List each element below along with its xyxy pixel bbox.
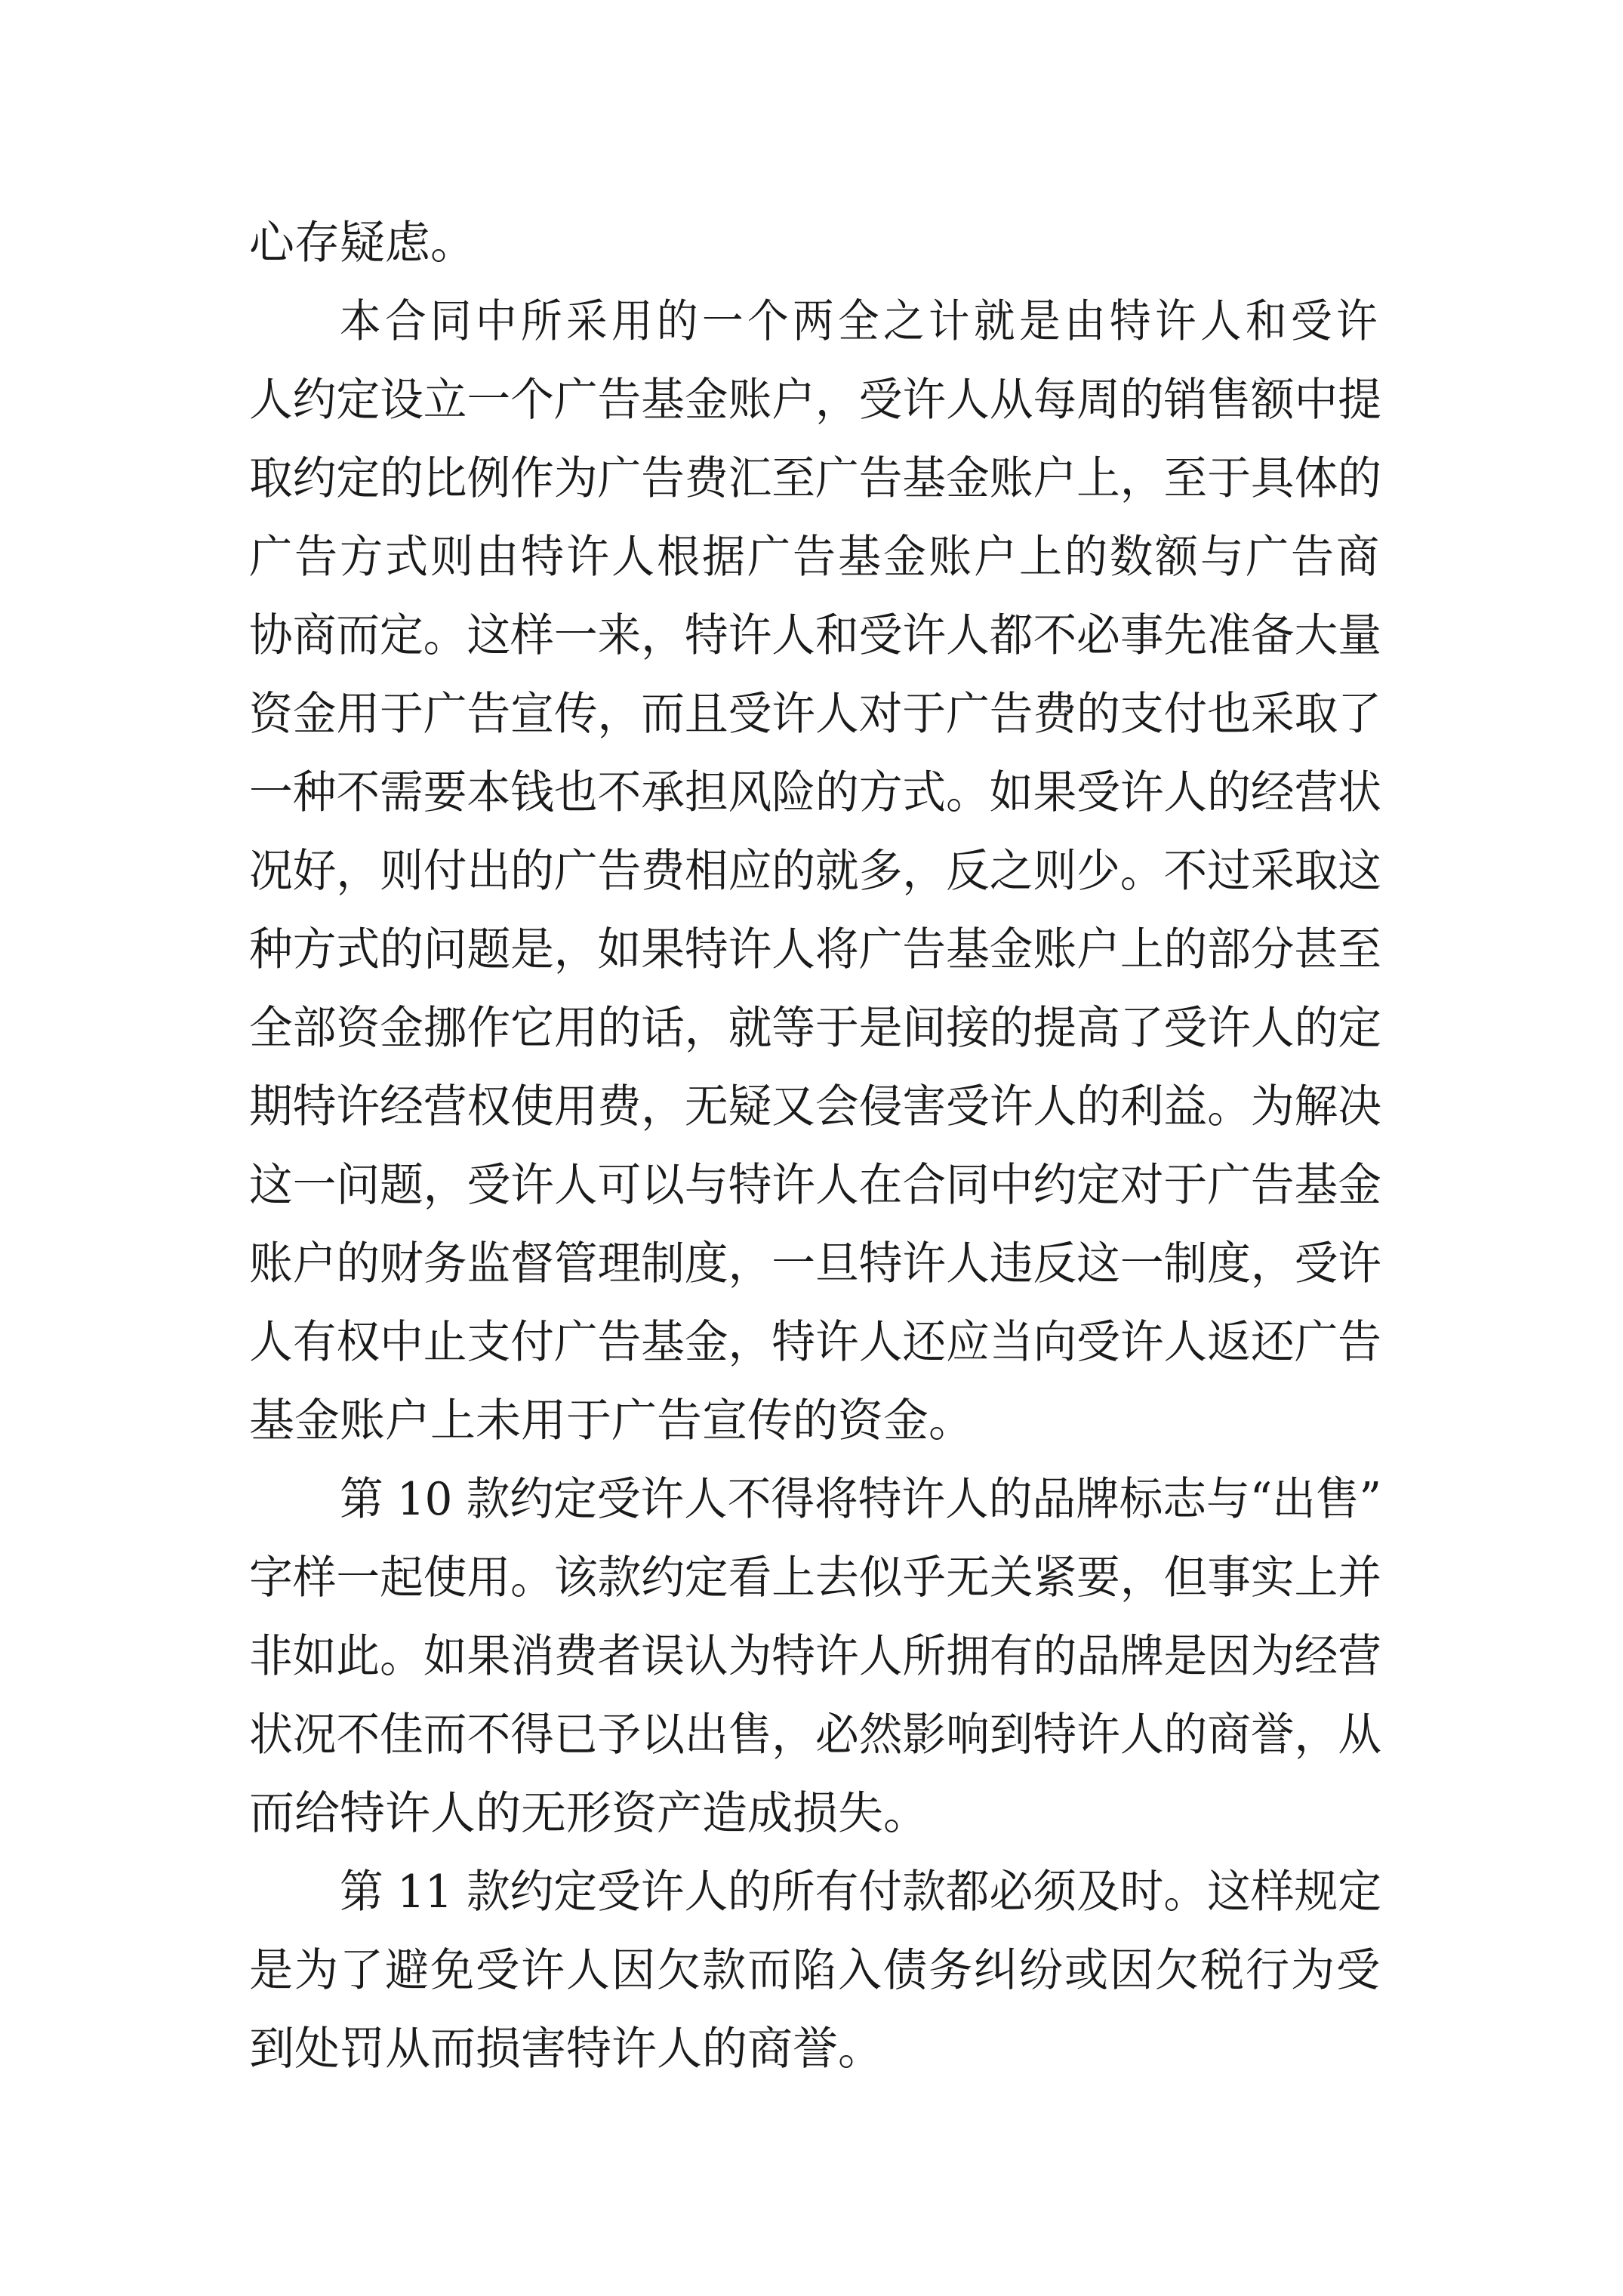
text-line [249, 518, 1381, 596]
line-text: 取约定的比例作为广告费汇至广告基金账户上，至于具体的 [249, 452, 1381, 505]
text-line [249, 1617, 1381, 1696]
line-text: 资金用于广告宣传，而且受许人对于广告费的支付也采取了 [249, 688, 1381, 741]
text-line [249, 1853, 1381, 1931]
line-text: 到处罚从而损害特许人的商誉。 [249, 2023, 883, 2076]
line-text: 而给特许人的无形资产造成损失。 [249, 1787, 929, 1840]
text-line [249, 1146, 1381, 1225]
line-text: 协商而定。这样一来，特许人和受许人都不必事先准备大量 [249, 609, 1381, 662]
line-text: 人有权中止支付广告基金，特许人还应当向受许人返还广告 [249, 1316, 1381, 1369]
text-line [249, 361, 1381, 439]
body-text [249, 204, 1381, 2088]
line-text: 第 11 款约定受许人的所有付款都必须及时。这样规定 [340, 1866, 1381, 1918]
text-line [249, 2010, 1381, 2088]
text-line [249, 1303, 1381, 1382]
text-line [249, 1460, 1381, 1539]
text-line [249, 596, 1381, 675]
line-text: 种方式的问题是，如果特许人将广告基金账户上的部分甚至 [249, 923, 1381, 976]
text-line [249, 1539, 1381, 1617]
line-text: 非如此。如果消费者误认为特许人所拥有的品牌是因为经营 [249, 1630, 1381, 1683]
line-text: 账户的财务监督管理制度，一旦特许人违反这一制度，受许 [249, 1237, 1381, 1290]
text-line [249, 439, 1381, 518]
line-text: 心存疑虑。 [249, 217, 476, 270]
text-line [249, 1774, 1381, 1853]
line-text: 基金账户上未用于广告宣传的资金。 [249, 1395, 974, 1447]
line-text: 一种不需要本钱也不承担风险的方式。如果受许人的经营状 [249, 766, 1381, 819]
line-text: 字样一起使用。该款约定看上去似乎无关紧要，但事实上并 [249, 1552, 1381, 1604]
line-text: 况好，则付出的广告费相应的就多，反之则少。不过采取这 [249, 845, 1381, 898]
text-line [249, 1931, 1381, 2010]
text-line [249, 282, 1381, 361]
text-line [249, 989, 1381, 1068]
line-text: 广告方式则由特许人根据广告基金账户上的数额与广告商 [249, 531, 1381, 584]
text-line [249, 832, 1381, 911]
text-line [249, 675, 1381, 754]
text-line [249, 911, 1381, 989]
text-line [249, 1225, 1381, 1303]
line-text: 第 10 款约定受许人不得将特许人的品牌标志与“出售” [340, 1473, 1381, 1526]
text-line [249, 1696, 1381, 1774]
line-text: 人约定设立一个广告基金账户，受许人从每周的销售额中提 [249, 374, 1381, 427]
line-text: 期特许经营权使用费，无疑又会侵害受许人的利益。为解决 [249, 1080, 1381, 1133]
line-text: 这一问题，受许人可以与特许人在合同中约定对于广告基金 [249, 1159, 1381, 1212]
text-line [249, 754, 1381, 832]
line-text: 全部资金挪作它用的话，就等于是间接的提高了受许人的定 [249, 1002, 1381, 1055]
text-line [249, 1382, 1381, 1460]
line-text: 是为了避免受许人因欠款而陷入债务纠纷或因欠税行为受 [249, 1944, 1381, 1997]
text-line [249, 204, 1381, 282]
line-text: 状况不佳而不得已予以出售，必然影响到特许人的商誉，从 [249, 1709, 1381, 1761]
line-text: 本合同中所采用的一个两全之计就是由特许人和受许 [340, 295, 1381, 348]
text-line [249, 1068, 1381, 1146]
